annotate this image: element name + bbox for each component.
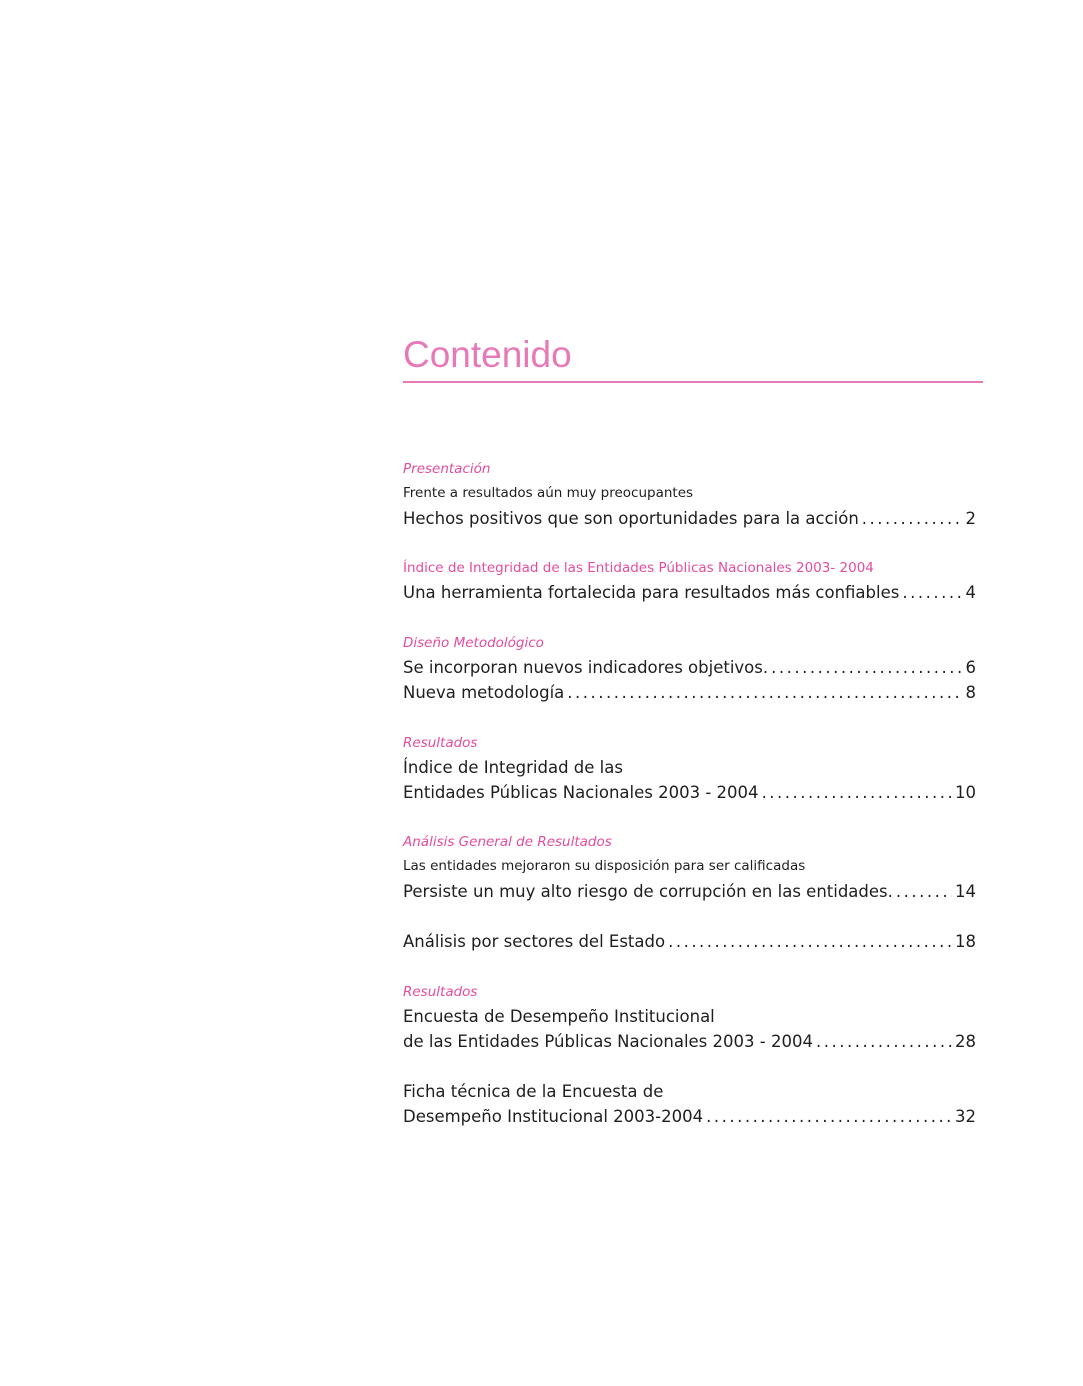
toc-entry[interactable] [403,1104,976,1129]
section-subtitle: Las entidades mejoraron su disposición para ser calificadas [403,858,806,874]
dot-leader [567,680,962,705]
toc-entry-page: 4 [965,583,976,602]
toc-entry-page: 18 [955,932,976,951]
toc-entry[interactable] [403,780,976,805]
dot-leader [706,1104,952,1129]
dot-leader [762,780,952,805]
toc-entry-line: Ficha técnica de la Encuesta de [403,1082,664,1101]
toc-entry[interactable] [403,580,976,605]
toc-entry-title: Entidades Públicas Nacionales 2003 - 2004 [403,783,759,802]
dot-leader [771,655,962,680]
toc-entry-page: 10 [955,783,976,802]
dot-leader [862,506,963,531]
toc-entry-title: de las Entidades Públicas Nacionales 2003 - 2004 [403,1032,813,1051]
toc-entry-page: 8 [965,683,976,702]
toc-section-resultados-encuesta [403,980,976,1054]
toc-section-presentacion [403,457,976,531]
dot-leader [816,1029,952,1054]
toc-section-analisis-general [403,830,976,904]
dot-leader [668,929,952,954]
toc-entry-title: Desempeño Institucional 2003-2004 [403,1107,704,1126]
section-label: Diseño Metodológico [403,635,544,651]
toc-section-diseno [403,631,976,705]
dot-leader [902,580,962,605]
toc-entry-line: Índice de Integridad de las [403,758,623,777]
toc-section-analisis-sectores [403,929,976,954]
toc-entry-title: Se incorporan nuevos indicadores objetivos. [403,658,769,677]
section-label: Presentación [403,461,491,477]
toc-entry[interactable] [403,655,976,680]
dot-leader [896,879,952,904]
toc-entry[interactable] [403,929,976,954]
toc-entry-page: 32 [955,1107,976,1126]
toc-entry-line: Encuesta de Desempeño Institucional [403,1007,715,1026]
toc-entry[interactable] [403,506,976,531]
toc-entry-title: Persiste un muy alto riesgo de corrupción en las entidades. [403,882,893,901]
toc-section-indice [403,556,976,605]
page-title: Contenido [403,334,572,375]
toc-entry-page: 14 [955,882,976,901]
toc-section-resultados-indice [403,731,976,805]
section-subtitle: Frente a resultados aún muy preocupantes [403,485,694,501]
section-label: Resultados [403,735,478,751]
toc-entry-title: Hechos positivos que son oportunidades para la acción [403,509,859,528]
table-of-contents [403,330,983,1126]
toc-entry[interactable] [403,680,976,705]
toc-entry-title: Una herramienta fortalecida para resultados más confiables [403,583,900,602]
toc-section-ficha-tecnica [403,1079,976,1129]
toc-entry[interactable] [403,879,976,904]
title-underline [403,381,983,383]
toc-entry-title: Nueva metodología [403,683,565,702]
toc-entry-page: 28 [955,1032,976,1051]
toc-entry-page: 2 [965,509,976,528]
toc-entry-title: Análisis por sectores del Estado [403,932,666,951]
toc-entry[interactable] [403,1029,976,1054]
section-label: Resultados [403,984,478,1000]
section-label: Índice de Integridad de las Entidades Públicas Nacionales 2003- 2004 [403,560,874,576]
section-label: Análisis General de Resultados [403,834,612,850]
toc-entry-page: 6 [965,658,976,677]
